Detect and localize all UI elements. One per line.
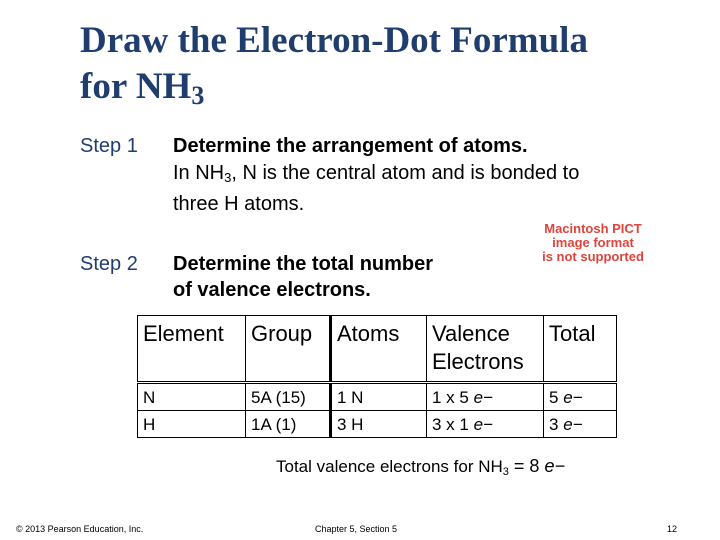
total-subscript: 3	[502, 466, 509, 478]
header-valence-line-2: Electrons	[432, 349, 524, 374]
cell-valence-value: 3 x 1	[432, 415, 474, 434]
step-1-body-rest: , N is the central atom and is bonded to	[231, 162, 580, 184]
cell-atoms: 3 H	[331, 411, 427, 438]
cell-element: H	[138, 411, 246, 438]
step-1-formula-prefix: In NH	[173, 162, 225, 184]
table-header-row	[138, 316, 617, 383]
step-2-heading	[173, 251, 433, 303]
cell-group: 5A (15)	[246, 383, 331, 411]
step-1-body-line-2: three H atoms.	[173, 193, 305, 215]
header-atoms: Atoms	[331, 316, 427, 383]
total-prefix: Total valence electrons for NH	[276, 457, 503, 476]
cell-element: N	[138, 383, 246, 411]
cell-valence-value: 1 x 5	[432, 388, 474, 407]
step-1-body	[173, 160, 683, 217]
total-valence-line	[276, 455, 565, 483]
header-element: Element	[138, 316, 246, 383]
cell-valence	[427, 383, 544, 411]
step-2-label: Step 2	[80, 253, 138, 275]
table-row	[138, 411, 617, 438]
step-1-body-line-1	[173, 160, 683, 191]
title-formula-prefix: for NH	[80, 66, 192, 107]
title-line-2	[80, 64, 700, 119]
pict-unsupported-notice	[527, 222, 659, 264]
step-2-heading-line-2: of valence electrons.	[173, 279, 371, 301]
cell-total-value: 3	[549, 415, 564, 434]
step-1-formula-subscript: 3	[224, 170, 232, 185]
step-1-label: Step 1	[80, 135, 138, 157]
cell-atoms: 1 N	[331, 383, 427, 411]
cell-total	[544, 411, 617, 438]
footer-page-number: 12	[667, 524, 678, 534]
valence-electron-table	[137, 315, 617, 438]
total-unit: e−	[544, 456, 565, 476]
header-total: Total	[544, 316, 617, 383]
cell-valence	[427, 411, 544, 438]
step-1-heading: Determine the arrangement of atoms.	[173, 135, 528, 157]
cell-total-unit: e−	[563, 415, 583, 434]
footer-copyright: © 2013 Pearson Education, Inc.	[16, 524, 144, 534]
title-line-1: Draw the Electron-Dot Formula	[80, 20, 588, 61]
total-equals-value: = 8	[508, 456, 545, 476]
pict-notice-line-3: is not supported	[542, 249, 644, 264]
header-valence-line-1: Valence	[432, 321, 510, 346]
cell-total-unit: e−	[563, 388, 583, 407]
cell-group: 1A (1)	[246, 411, 331, 438]
slide-title	[80, 18, 700, 119]
footer-chapter: Chapter 5, Section 5	[315, 524, 398, 534]
pict-notice-line-2: image format	[552, 235, 634, 250]
cell-total	[544, 383, 617, 411]
header-group: Group	[246, 316, 331, 383]
header-valence-electrons	[427, 316, 544, 383]
step-2-heading-line-1: Determine the total number	[173, 253, 434, 275]
cell-valence-unit: e−	[473, 415, 493, 434]
cell-valence-unit: e−	[473, 388, 493, 407]
title-formula-subscript: 3	[191, 81, 205, 110]
pict-notice-line-1: Macintosh PICT	[544, 221, 642, 236]
table-row	[138, 383, 617, 411]
cell-total-value: 5	[549, 388, 564, 407]
